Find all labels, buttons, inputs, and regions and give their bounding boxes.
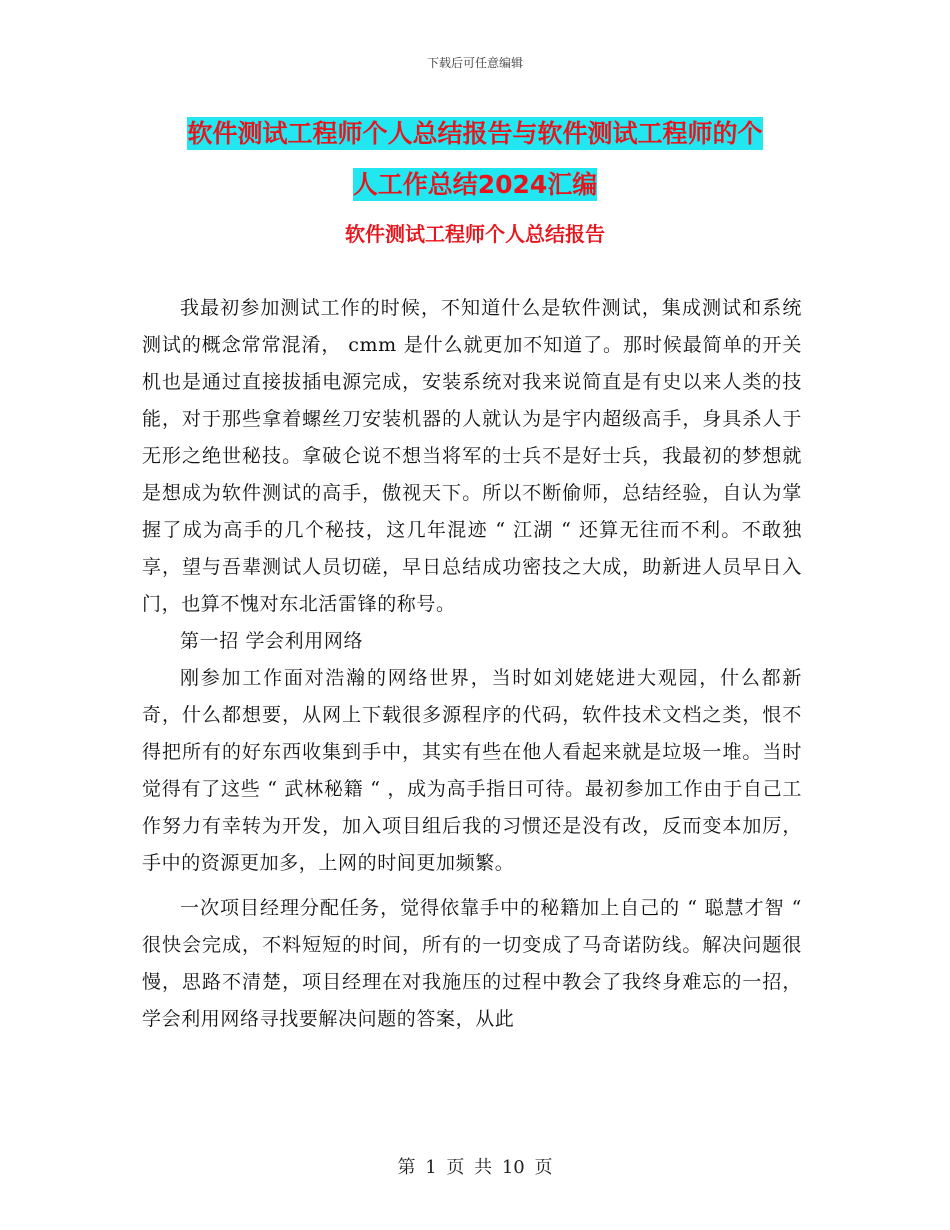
paragraph-project-task: 一次项目经理分配任务，觉得依靠手中的秘籍加上自己的 “ 聪慧才智 “ 很快会完成，不料短短的时间，所有的一切变成了马奇诺防线。解决问题很慢，思路不清楚，项目经理在对我施压的过程中教会了我终身难忘的一招，学会利用网络寻找要解决问题的答案，从此 <box>142 897 802 1030</box>
paragraph-intro: 我最初参加测试工作的时候，不知道什么是软件测试，集成测试和系统测试的概念常常混淆， cmm 是什么就更加不知道了。那时候最简单的开关机也是通过直接拔插电源完成，安装系统对我来说简直是有史以来人类的技能，对于那些拿着螺丝刀安装机器的人就认为是宇内超级高手，身具杀人于无形之绝世秘技。拿破仑说不想当将军的士兵不是好士兵，我最初的梦想就是想成为软件测试的高手，傲视天下。所以不断偷师，总结经验，自认为掌握了成为高手的几个秘技，这几年混迹 “ 江湖 “ 还算无往而不利。不敢独享，望与吾辈测试人员切磋，早日总结成功密技之大成，助新进人员早日入门，也算不愧对东北活雷锋的称号。 <box>142 297 802 615</box>
document-title-line-2: 人工作总结2024汇编 <box>352 170 598 199</box>
document-title-line-1: 软件测试工程师个人总结报告与软件测试工程师的个 <box>187 119 763 148</box>
subheading-first-move: 第一招 学会利用网络 <box>180 630 364 652</box>
page-footer: 第 1 页 共 10 页 <box>397 1157 553 1178</box>
section-title: 软件测试工程师个人总结报告 <box>345 222 605 246</box>
document-title <box>140 108 810 210</box>
header-note: 下载后可任意编辑 <box>426 56 523 70</box>
document-body <box>142 290 802 1038</box>
paragraph-network: 刚参加工作面对浩瀚的网络世界，当时如刘姥姥进大观园，什么都新奇，什么都想要，从网上下载很多源程序的代码，软件技术文档之类，恨不得把所有的好东西收集到手中，其实有些在他人看起来就是垃圾一堆。当时觉得有了这些 “ 武林秘籍 “ ，成为高手指日可待。最初参加工作由于自己工作努力有幸转为开发，加入项目组后我的习惯还是没有改，反而变本加厉，手中的资源更加多，上网的时间更加频繁。 <box>142 667 802 874</box>
